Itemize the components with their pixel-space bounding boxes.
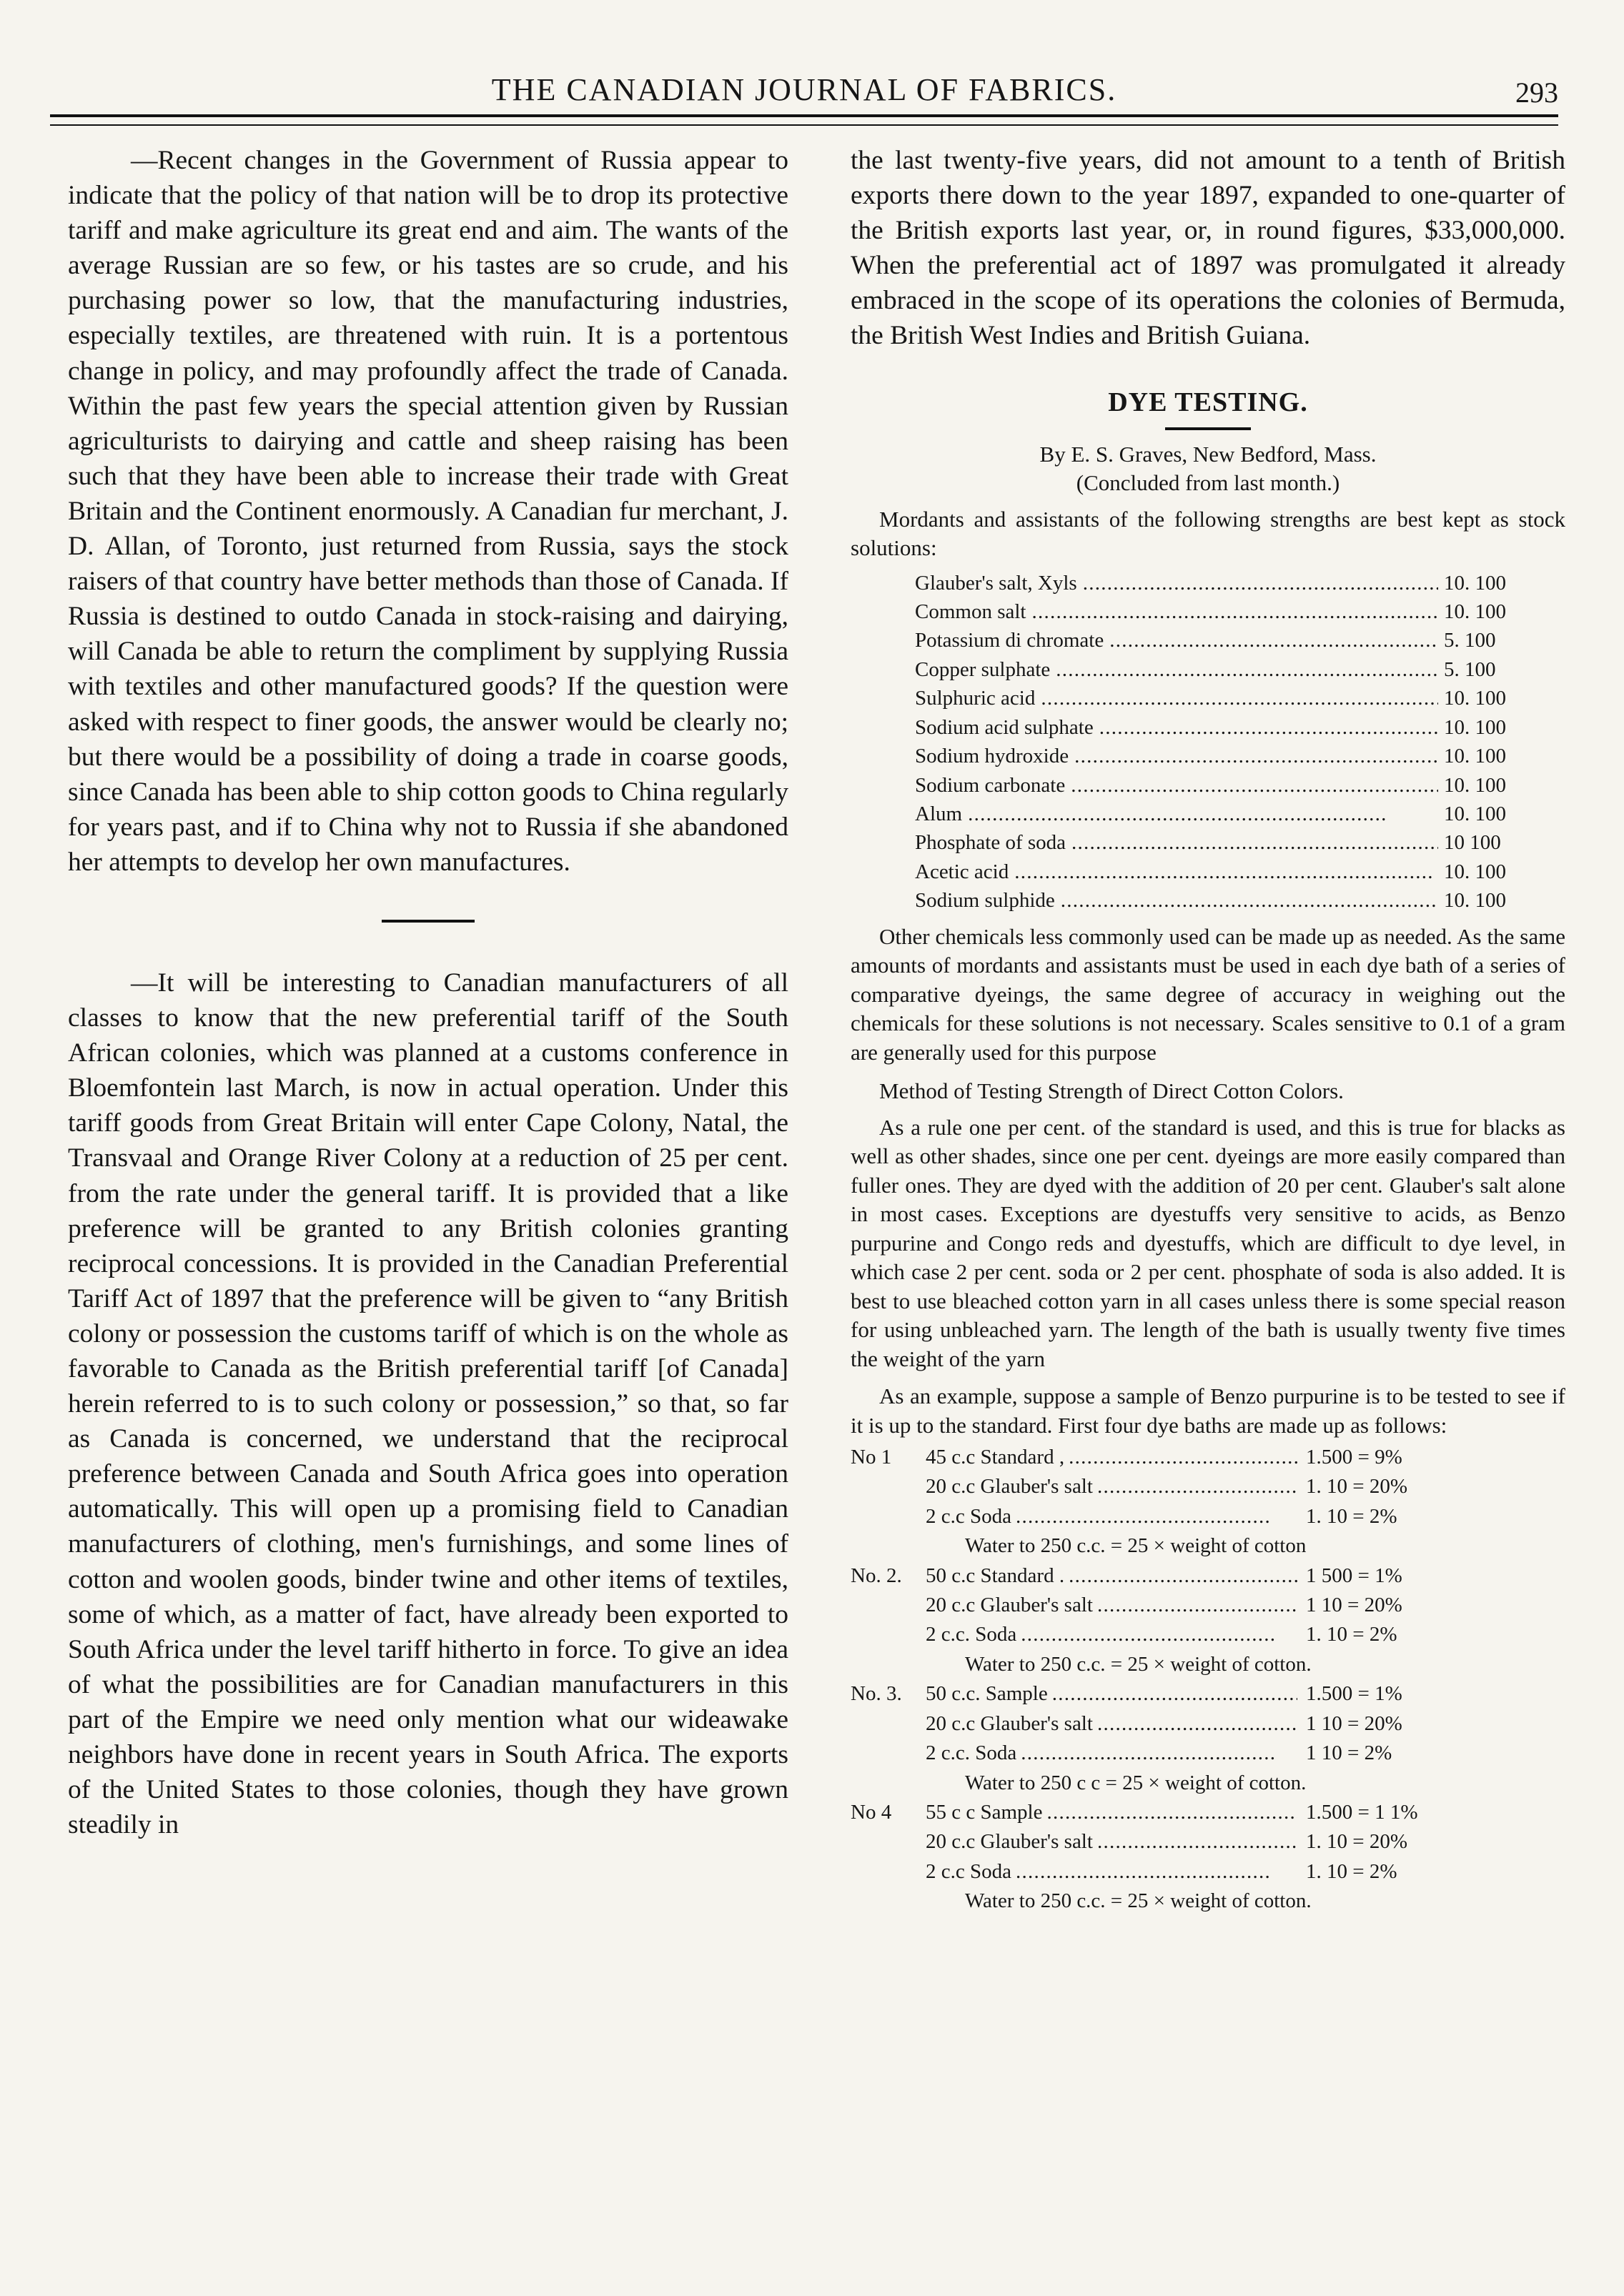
chemical-name: Phosphate of soda (915, 831, 1066, 855)
title-rule (1165, 427, 1251, 430)
leader-dots (1083, 569, 1438, 597)
bath-row (851, 1827, 1565, 1857)
chemical-name: Sodium hydroxide (915, 745, 1069, 768)
chemical-name: Sodium carbonate (915, 773, 1066, 797)
bath-amount: 1. 10 = 2% (1306, 1859, 1397, 1883)
other-chemicals (851, 923, 1565, 1068)
bath-row (851, 1709, 1565, 1739)
bath-item: 20 c.c Glauber's salt (926, 1475, 1093, 1499)
leader-dots (968, 800, 1438, 828)
chemical-row (915, 886, 1530, 915)
bath-item: 2 c.c. Soda (926, 1741, 1017, 1765)
stock-intro (851, 505, 1565, 563)
leader-dots (1097, 1472, 1297, 1501)
leader-dots (1014, 858, 1438, 886)
stock-intro-text: Mordants and assistants of the following strengths are best kept as stock solutions: (851, 506, 1565, 561)
chemical-row (915, 655, 1530, 684)
chemical-name: Common salt (915, 600, 1026, 624)
chemical-strength: 10. 100 (1444, 571, 1506, 595)
leader-dots (1031, 597, 1438, 626)
leader-dots (1021, 1739, 1297, 1768)
chemical-name: Sodium acid sulphate (915, 715, 1094, 739)
page-number: 293 (1515, 76, 1558, 109)
bath-water: Water to 250 c.c. = 25 × weight of cotton (965, 1534, 1307, 1558)
bath-row (851, 1798, 1565, 1827)
bath-row (851, 1591, 1565, 1620)
bath-amount: 1.500 = 9% (1306, 1446, 1402, 1469)
chemical-strength: 10. 100 (1444, 687, 1506, 710)
header-double-rule (50, 114, 1558, 126)
chemical-strength: 10. 100 (1444, 889, 1506, 913)
dye-baths (851, 1443, 1565, 1917)
bath-water: Water to 250 c c = 25 × weight of cotton. (965, 1771, 1307, 1794)
section-divider (382, 920, 475, 923)
bath-amount: 1 10 = 20% (1306, 1711, 1402, 1735)
right-column (851, 143, 1565, 1917)
chemical-name: Glauber's salt, Xyls (915, 571, 1077, 595)
leader-dots (1069, 1561, 1297, 1591)
chemical-strength: 5. 100 (1444, 657, 1496, 681)
bath-amount: 1 10 = 20% (1306, 1594, 1402, 1617)
bath-row (851, 1502, 1565, 1531)
leader-dots (1071, 828, 1438, 857)
article-title: DYE TESTING. (1108, 387, 1308, 417)
bath-row (851, 1620, 1565, 1649)
chemical-row (915, 800, 1530, 828)
bath-amount: 1. 10 = 20% (1306, 1830, 1408, 1854)
chemical-row (915, 828, 1530, 857)
chemical-name: Alum (915, 802, 963, 825)
leader-dots (1061, 886, 1438, 915)
bath-row (851, 1857, 1565, 1887)
bath-row (851, 1561, 1565, 1591)
journal-title: THE CANADIAN JOURNAL OF FABRICS. (491, 72, 1117, 107)
chemical-strength: 5. 100 (1444, 629, 1496, 652)
bath-amount: 1 10 = 2% (1306, 1741, 1392, 1765)
bath-label: No. 3. (851, 1682, 902, 1706)
bath-item: 50 c.c. Sample (926, 1682, 1048, 1706)
bath-item: 20 c.c Glauber's salt (926, 1594, 1093, 1617)
leader-dots (1097, 1827, 1297, 1857)
chemical-strength: 10 100 (1444, 831, 1501, 855)
chemical-name: Acetic acid (915, 860, 1009, 883)
chemical-row (915, 771, 1530, 800)
chemical-name: Sodium sulphide (915, 889, 1055, 913)
concluded-note: (Concluded from last month.) (1076, 470, 1340, 496)
bath-item: 45 c.c Standard , (926, 1446, 1065, 1469)
bath-amount: 1. 10 = 20% (1306, 1475, 1408, 1499)
leader-dots (1052, 1679, 1297, 1709)
chemical-strength: 10. 100 (1444, 802, 1506, 825)
russia-paragraph: —Recent changes in the Government of Russia appear to indicate that the policy of that nation will be to drop its protective tariff and make agriculture its great end and aim. The wants of the average Russian are so few, or his tastes are so crude, and his purchasing power so low, that the manufacturing industries, especially textiles, are threatened with ruin. It is a portentous change in policy, and may profoundly affect the trade of Canada. Within the past few years the special attention given by Russian agriculturists to dairying and cattle and sheep raising has been such that they have been able to increase their trade with Great Britain and the Continent enormously. A Canadian fur merchant, J. D. Allan, of Toronto, just returned from Russia, says the stock raisers of that country have better methods than those of Canada. If Russia is destined to outdo Canada in stock-raising and dairying, will Canada be able to return the compliment by supplying Russia with textiles and other manufactured goods? If the question were asked with respect to finer goods, the answer would be clearly no; but there would be a possibility of doing a trade in coarse goods, since Canada has been able to ship cotton goods to China regularly for years past, and if to China why not to Russia if she abandoned her attempts to develop her own manufactures. (68, 146, 788, 877)
method-heading: Method of Testing Strength of Direct Cotton Colors. (879, 1078, 1344, 1104)
leader-dots (1056, 655, 1438, 684)
bath-item: 2 c.c Soda (926, 1859, 1011, 1883)
bath-item: 20 c.c Glauber's salt (926, 1711, 1093, 1735)
leader-dots (1016, 1857, 1297, 1887)
leader-dots (1071, 771, 1438, 800)
chemical-row (915, 742, 1530, 770)
chemical-name: Copper sulphate (915, 657, 1051, 681)
leader-dots (1016, 1502, 1297, 1531)
leader-dots (1041, 684, 1438, 712)
continuation-paragraph: the last twenty-five years, did not amount to a tenth of British exports there down to the year 1897, expanded to one-quarter of the British exports last year, or, in round figures, $33,000,000. When the preferential act of 1897 was promulgated it already embraced in the scope of its operations the colonies of Bermuda, the British West Indies and British Guiana. (851, 146, 1565, 351)
chemical-strength: 10. 100 (1444, 773, 1506, 797)
example-intro: As an example, suppose a sample of Benzo purpurine is to be tested to see if it is up to the standard. First four dye baths are made up as follows: (851, 1383, 1565, 1438)
bath-item: 20 c.c Glauber's salt (926, 1830, 1093, 1854)
chemical-name: Sulphuric acid (915, 687, 1036, 710)
bath-row (851, 1443, 1565, 1472)
chemical-row (915, 684, 1530, 712)
bath-item: 2 c.c Soda (926, 1504, 1011, 1528)
chemical-strength: 10. 100 (1444, 745, 1506, 768)
chemical-row (915, 713, 1530, 742)
chemical-row (915, 858, 1530, 886)
bath-amount: 1 500 = 1% (1306, 1564, 1402, 1587)
bath-label: No. 2. (851, 1564, 902, 1587)
south-africa-paragraph: —It will be interesting to Canadian manufacturers of all classes to know that the new preferential tariff of the South African colonies, which was planned at a customs conference in Bloemfontein last March, is now in actual operation. Under this tariff goods from Great Britain will enter Cape Colony, Natal, the Transvaal and Orange River Colony at a reduction of 25 per cent. from the rate under the general tariff. It is provided that a like preference will be granted to any British colonies granting reciprocal concessions. It is provided in the Canadian Preferential Tariff Act of 1897 that the preference will be given to “any British colony or possession the customs tariff of which is on the whole as favorable to Canada as the British preferential tariff [of Canada] herein referred to is to such colony or possession,” so that, so far as Canada is concerned, we understand that the reciprocal preference between Canada and South Africa goes into operation automatically. This will open up a promising field to Canadian manufacturers of clothing, men's furnishings, and some lines of cotton and woolen goods, binder twine and other items of textiles, some of which, as a matter of fact, have already been exported to South Africa under the level tariff hitherto in force. To give an idea of what the possibilities are for Canadian manufacturers in this part of the Empire we need only mention what our wideawake neighbors have done in recent years in South Africa. The exports of the United States to those colonies, though they have grown steadily in (68, 968, 788, 1840)
other-chemicals-text: Other chemicals less commonly used can be made up as needed. As the same amounts of mordants and assistants must be used in each dye bath of a series of comparative dyeings, the same degree of accuracy in weighing out the chemicals for these solutions is not necessary. Scales sensitive to 0.1 of a gram are generally used for this purpose (851, 923, 1565, 1065)
leader-dots (1021, 1620, 1297, 1649)
method-text: As a rule one per cent. of the standard is used, and this is true for blacks as well as other shades, since one per cent. dyeings are more easily compared than fuller ones. They are dyed with the addition of 20 per cent. Glauber's salt alone in most cases. Exceptions are dyestuffs very sensitive to acids, as Benzo purpurine and Congo reds and dyestuffs, which are difficult to dye level, in which case 2 per cent. soda or 2 per cent. phosphate of soda is also added. It is best to use bleached cotton yarn in all cases unless there is some special reason for using unbleached yarn. The length of the bath is usually twenty five times the weight of the yarn (851, 1114, 1565, 1371)
left-column (68, 143, 788, 1842)
chemicals-table (915, 569, 1530, 915)
leader-dots (1097, 1709, 1297, 1739)
chemical-strength: 10. 100 (1444, 715, 1506, 739)
leader-dots (1099, 713, 1438, 742)
leader-dots (1046, 1798, 1297, 1827)
bath-amount: 1.500 = 1% (1306, 1682, 1402, 1706)
bath-amount: 1. 10 = 2% (1306, 1623, 1397, 1646)
bath-item: 50 c.c Standard . (926, 1564, 1065, 1587)
chemical-name: Potassium di chromate (915, 629, 1104, 652)
method-body (851, 1113, 1565, 1441)
bath-label: No 1 (851, 1446, 892, 1469)
leader-dots (1074, 742, 1438, 770)
bath-row (851, 1739, 1565, 1768)
bath-amount: 1.500 = 1 1% (1306, 1800, 1418, 1824)
chemical-row (915, 597, 1530, 626)
chemical-strength: 10. 100 (1444, 600, 1506, 624)
bath-item: 2 c.c. Soda (926, 1623, 1017, 1646)
bath-water: Water to 250 c.c. = 25 × weight of cotton. (965, 1889, 1312, 1913)
leader-dots (1109, 626, 1438, 655)
bath-amount: 1. 10 = 2% (1306, 1504, 1397, 1528)
byline: By E. S. Graves, New Bedford, Mass. (1039, 441, 1377, 467)
bath-label: No 4 (851, 1800, 892, 1824)
bath-item: 55 c c Sample (926, 1800, 1043, 1824)
page-header (50, 71, 1558, 114)
bath-row (851, 1679, 1565, 1709)
bath-water: Water to 250 c.c. = 25 × weight of cotton. (965, 1652, 1312, 1676)
leader-dots (1097, 1591, 1297, 1620)
chemical-row (915, 626, 1530, 655)
bath-row (851, 1472, 1565, 1501)
chemical-strength: 10. 100 (1444, 860, 1506, 883)
leader-dots (1069, 1443, 1297, 1472)
chemical-row (915, 569, 1530, 597)
